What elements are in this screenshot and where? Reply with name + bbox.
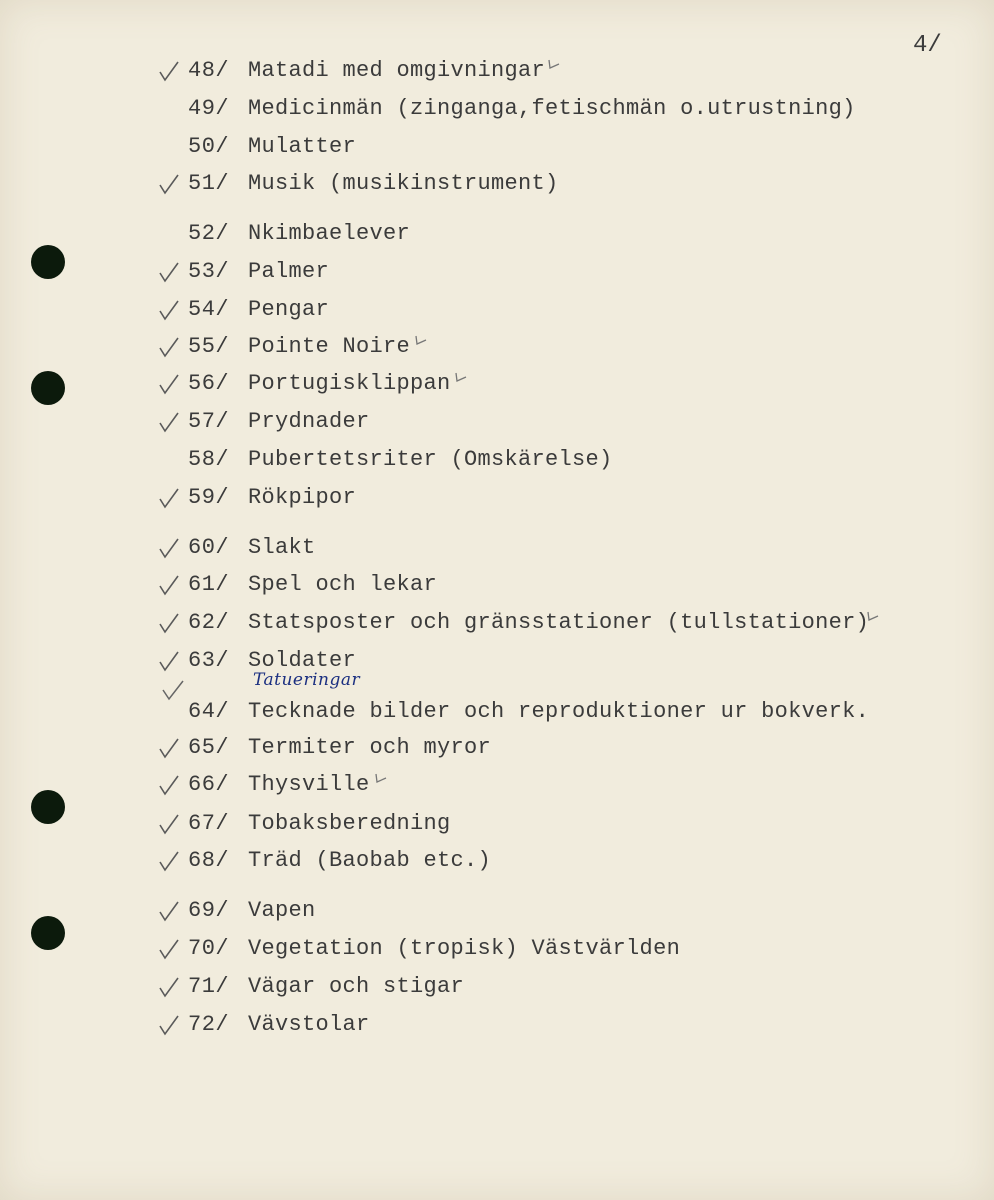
check-mark-icon <box>156 58 182 84</box>
check-mark-icon <box>156 936 182 962</box>
entry-text: Pengar <box>248 297 330 322</box>
entry-text: Statsposter och gränsstationer (tullstationer) <box>248 610 870 635</box>
check-mark-icon <box>156 371 182 397</box>
list-item <box>0 134 994 164</box>
small-tick-icon <box>454 371 468 385</box>
list-item <box>0 610 994 640</box>
entry-number: 66/ <box>188 772 230 797</box>
entry-text: Spel och lekar <box>248 572 438 597</box>
check-mark-icon <box>156 848 182 874</box>
entry-number: 52/ <box>188 221 230 246</box>
list-item <box>0 96 994 126</box>
entry-text: Rökpipor <box>248 485 357 510</box>
check-mark-icon <box>160 678 186 704</box>
list-item <box>0 334 994 364</box>
entry-number: 57/ <box>188 409 230 434</box>
entry-text: Palmer <box>248 259 330 284</box>
entry-number: 71/ <box>188 974 230 999</box>
page-number: 4/ <box>913 32 942 59</box>
entry-number: 70/ <box>188 936 230 961</box>
check-mark-icon <box>156 485 182 511</box>
small-tick-icon <box>374 772 388 786</box>
entry-text: Medicinmän (zinganga,fetischmän o.utrustning) <box>248 96 856 121</box>
check-mark-icon <box>156 610 182 636</box>
check-mark-icon <box>156 974 182 1000</box>
entry-number: 49/ <box>188 96 230 121</box>
entry-number: 54/ <box>188 297 230 322</box>
list-item <box>0 735 994 765</box>
entry-text: Portugisklippan <box>248 371 451 396</box>
entry-text: Tobaksberedning <box>248 811 451 836</box>
small-tick-icon <box>414 334 428 348</box>
check-mark-icon <box>156 648 182 674</box>
entry-number: 65/ <box>188 735 230 760</box>
check-mark-icon <box>156 535 182 561</box>
entry-number: 63/ <box>188 648 230 673</box>
entry-text: Pointe Noire <box>248 334 411 359</box>
list-item <box>0 58 994 88</box>
list-item <box>0 485 994 515</box>
list-item <box>0 221 994 251</box>
check-mark-icon <box>156 898 182 924</box>
handwritten-note: Tatueringar <box>253 670 361 690</box>
list-item <box>0 848 994 878</box>
entry-text: Vägar och stigar <box>248 974 465 999</box>
list-item <box>0 1012 994 1042</box>
entry-text: Vävstolar <box>248 1012 370 1037</box>
small-tick-icon <box>547 58 561 72</box>
list-item <box>0 297 994 327</box>
list-item <box>0 772 994 802</box>
list-item <box>0 898 994 928</box>
entry-text: Soldater <box>248 648 357 673</box>
check-mark-icon <box>156 171 182 197</box>
entry-number: 69/ <box>188 898 230 923</box>
entry-text: Prydnader <box>248 409 370 434</box>
entry-text: Termiter och myror <box>248 735 492 760</box>
entry-number: 61/ <box>188 572 230 597</box>
check-mark-icon <box>156 735 182 761</box>
list-item <box>0 974 994 1004</box>
entry-text: Nkimbaelever <box>248 221 411 246</box>
list-item <box>0 447 994 477</box>
entry-text: Musik (musikinstrument) <box>248 171 559 196</box>
check-mark-icon <box>156 297 182 323</box>
entry-number: 53/ <box>188 259 230 284</box>
list-item <box>0 259 994 289</box>
entry-number: 67/ <box>188 811 230 836</box>
entry-text: Träd (Baobab etc.) <box>248 848 492 873</box>
entry-number: 60/ <box>188 535 230 560</box>
check-mark-icon <box>156 259 182 285</box>
check-mark-icon <box>156 334 182 360</box>
entry-text: Thysville <box>248 772 370 797</box>
check-mark-icon <box>156 572 182 598</box>
list-item <box>0 409 994 439</box>
entry-text: Slakt <box>248 535 316 560</box>
list-item <box>0 936 994 966</box>
entry-number: 58/ <box>188 447 230 472</box>
list-item <box>0 699 994 729</box>
check-mark-icon <box>156 1012 182 1038</box>
check-mark-icon <box>156 409 182 435</box>
check-mark-icon <box>156 811 182 837</box>
small-tick-icon <box>866 610 880 624</box>
entry-text: Mulatter <box>248 134 357 159</box>
entry-text: Tecknade bilder och reproduktioner ur bokverk. <box>248 699 870 724</box>
entry-number: 62/ <box>188 610 230 635</box>
entry-number: 72/ <box>188 1012 230 1037</box>
list-item <box>0 572 994 602</box>
entry-text: Vapen <box>248 898 316 923</box>
entry-number: 55/ <box>188 334 230 359</box>
entry-number: 50/ <box>188 134 230 159</box>
check-mark-icon <box>156 772 182 798</box>
entry-number: 59/ <box>188 485 230 510</box>
list-item <box>0 811 994 841</box>
list-item <box>0 535 994 565</box>
entry-text: Pubertetsriter (Omskärelse) <box>248 447 613 472</box>
entry-number: 48/ <box>188 58 230 83</box>
entry-number: 51/ <box>188 171 230 196</box>
entry-number: 56/ <box>188 371 230 396</box>
entry-number: 64/ <box>188 699 230 724</box>
list-item <box>0 171 994 201</box>
entry-text: Matadi med omgivningar <box>248 58 546 83</box>
list-item <box>0 371 994 401</box>
list-item <box>0 648 994 678</box>
entry-number: 68/ <box>188 848 230 873</box>
entry-text: Vegetation (tropisk) Västvärlden <box>248 936 681 961</box>
